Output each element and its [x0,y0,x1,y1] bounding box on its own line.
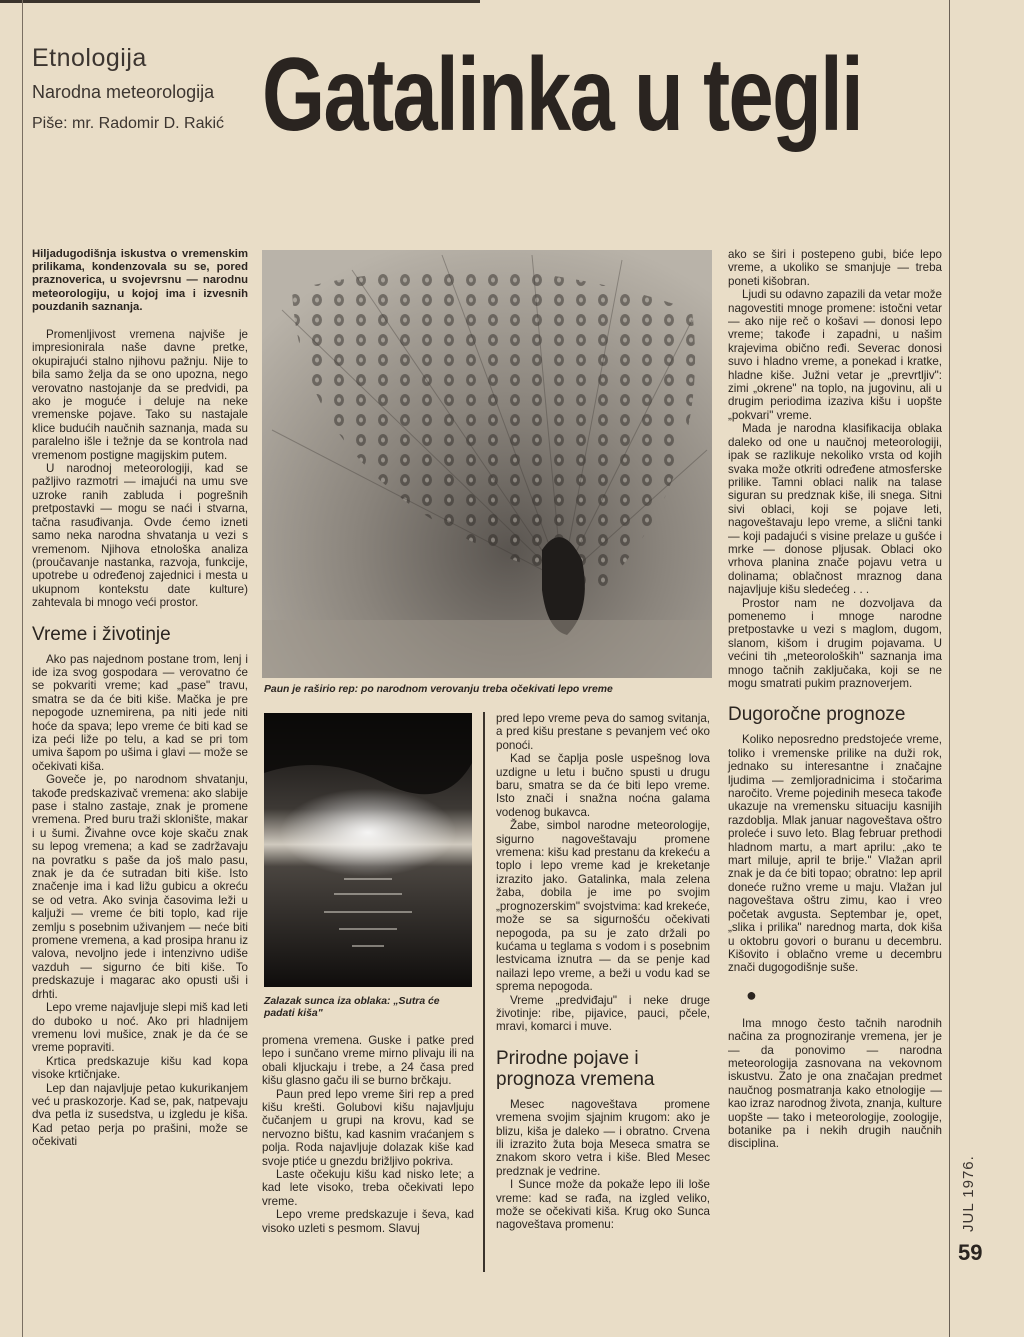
right-rule [949,0,950,1337]
paragraph: Ako pas najednom postane trom, lenj i ide iza svog gospodara — verovatno će se pokvariti vreme; kad „pase" travu, smatra se da će biti kiše. Mačka je pre nepogode uznemirena, pa niti jede niti hoće da spava; lepo vreme će biti kad se iza peći liže po telu, a kad se pri tom umiva šapom po ušima i glavi — može se očekivati kiša. [32,652,248,773]
paragraph: Mada je narodna klasifikacija oblaka daleko od one u naučnoj meteorologiji, ipak se razlikuje nekoliko vrsta od kojih svaka može otkriti određene atmosferske prilike. Tamni oblaci nalik na talase siguran su predznak kiše, ili snega. Sitni sivi oblaci, koji se pojave leti, nagoveštavaju lepo vreme, a slični tanki — koji padajući s visine prelaze u gušće i mrke — donose pljusak. Oblaci oko vrhova planina znače pojavu vetra u dolinama; oblačnost mraznog dana najavljuje kišu sledećeg . . . [728,422,942,597]
paragraph: Mesec nagoveštava promene vremena svojim sjajnim krugom: ako je blizu, kiša je daleko — i obratno. Crvena ili izrazito žuta boja Meseca smatra se znakom skoro vetra i kiše. Bled Mesec predznak je vedrine. [496,1097,710,1178]
left-rule [22,0,23,1337]
article-title: Gatalinka u tegli [262,37,863,153]
paragraph: ako se širi i postepeno gubi, biće lepo vreme, a ukoliko se smanjuje — treba poneti kišobran. [728,248,942,288]
paragraph: Lepo vreme najavljuje slepi miš kad leti do duboko u noć. Ako pri hladnijem vremenu lovi mušice, znak je da će se vreme popraviti. [32,1001,248,1055]
paragraph: Žabe, simbol narodne meteorologije, sigurno nagoveštavaju promene vremena: kišu kad prestanu da krekeću a toplo i lepo vreme kad je kreketanje izrazito jako. Gatalinka, mala zelena žaba, dobila je ime po svojim „prognozerskim" svojstvima: kad krekeće, može se sa sigurnošću očekivati nepogoda, pa su je zato držali po kućama u teglama s vodom i s posebnim lestvicama iznutra — da se penje kad nailazi lepo vreme, a beži u vodu kad se sprema nepogoda. [496,819,710,994]
paragraph: Krtica predskazuje kišu kad kopa visoke krtičnjake. [32,1054,248,1082]
paragraph: pred lepo vreme peva do samog svitanja, a pred kišu prestane s pevanjem već oko ponoći. [496,712,710,752]
section-heading-natural-phenomena: Prirodne pojave i prognoza vremena [496,1047,655,1090]
sunset-caption: Zalazak sunca iza oblaka: „Sutra će padati kiša" [264,996,440,1019]
author-byline: Piše: mr. Radomir D. Rakić [32,115,225,132]
paragraph: Koliko neposredno predstojeće vreme, toliko i vremenske prilike na duži rok, jednako su interesantne i značajne ljudima — zemljoradnicima i stočarima naročito. Vreme pojedinih meseca takođe ukazuje na vremensku situaciju kasnijih razdoblja. Mlak januar nagoveštava oštro proleće i suvo leto. Blag februar prethodi hladnom martu, a mart aprilu: „ako te mart miluje, april te brije." Vlažan april znak je da će biti topao; obratno: lep april doneće ružno vreme u maju. Vlažan jul nagoveštava oštru zimu, kao i vreo početak avgusta. Septembar je, opet, „slika i prilika" narednog marta, dok kiša u oktobru govori o buranu u decembru. Kišovito i oblačno vreme u decembru znači dugogodišnje suše. [728,733,942,975]
paragraph: Paun pred lepo vreme širi rep a pred kišu krešti. Golubovi kišu najavljuju čučanjem u grupi na krovu, kad se nervozno bištu, kad kasnim vraćanjem s polja. Roda najavljuje dolazak kiše kad svoje ptiće u gnezdu brižljivo pokriva. [262,1087,474,1168]
column-3 [496,712,710,1232]
paragraph: Kad se čaplja posle uspešnog lova uzdigne u letu i bučno spusti u drugu baru, smatra se da će biti lepo vreme. Isto znači i snažna noćna galama vodenog bukavca. [496,752,710,819]
section-heading-animals: Vreme i životinje [32,623,171,645]
column-2 [262,1034,474,1235]
column-1 [32,248,248,1149]
column-rule [483,712,485,1272]
sunset-photo [264,713,472,987]
paragraph: Promenljivost vremena najviše je impresionirala naše davne pretke, okupirajući stalno njihovu pažnju. Nije to bila samo želja da se ono upozna, nego verovatno nastojanje da se predvidi, pa ako je moguće i deluje na neke vremenske pojave. Tako su nastajale klice budućih naučnih saznanja, mada su paralelno išle i težnje da se kontrola nad vremenom postigne magijskim putem. [32,328,248,462]
bullet-icon: ● [746,984,757,1005]
paragraph: Lep dan najavljuje petao kukurikanjem već u praskozorje. Kad se, pak, natpevaju dva petla iz susedstva, u izgledu je kiša. Kad petao perja po prašini, može se očekivati [32,1081,248,1149]
column-4 [728,248,942,1151]
paragraph: Ljudi su odavno zapazili da vetar može nagovestiti mnoge promene: istočni vetar — ako nije reč o košavi — donosi lepo vreme; takođe i zapadni, u našim krajevima obično ređi. Severac donosi suvo i hladno vreme, a ponekad i kratke, hladne kiše. Južni vetar je „prevrtljiv": zimi „okrene" na toplo, na jugovinu, ali u drugim periodima izaziva kišu i uopšte „pokvari" vreme. [728,288,942,422]
paragraph: promena vremena. Guske i patke pred lepo i sunčano vreme mirno plivaju ili na obali kljuckaju i trebe, a 24 časa pred kišu glasno gaču ili se burno brčkaju. [262,1034,474,1088]
paragraph: Ima mnogo često tačnih narodnih načina za prognoziranje vremena, jer je — da ponovimo — narodna meteorologija zasnovana na vekovnom iskustvu. Zato je ona značajan predmet naučnog posmatranja kako etnologije — kao izraz narodnog života, znanja, kulture uopšte — tako i meteorologije, zoologije, botanike pa i nekih drugih naučnih disciplina. [728,1016,942,1151]
section-subtitle: Narodna meteorologija [32,82,215,102]
paragraph: U narodnoj meteorologiji, kad se pažljivo razmotri — imajući na umu sve uzroke ranih zabluda i pogrešnih pretpostavki — mogu se naći i stvarna, tačna rasuđivanja. Ovde ćemo izneti samo neka narodna shvatanja u vezi s vremenom. Njihova etnološka analiza (proučavanje nastanka, razvoja, funkcije, upotrebe u određenoj zajednici i mesta u ukupnom kontekstu date kulture) zahtevala bi mnogo veći prostor. [32,462,248,610]
paragraph: I Sunce može da pokaže lepo ili loše vreme: kad se rađa, na izgled veliko, može se očekivati kiša. Krug oko Sunca nagoveštava promenu: [496,1178,710,1232]
peacock-photo [262,250,712,678]
section-kicker: Etnologija [32,44,147,72]
peacock-caption: Paun je raširio rep: po narodnom verovanju treba očekivati lepo vreme [264,684,613,695]
paragraph: Goveče je, po narodnom shvatanju, takođe predskazivač vremena: ako slabije pase i stalno zastaje, znak je promene vremena. Pred buru traži sklonište, makar i u šumi. Živahne ovce koje skaču znak su lepog vremena; a kad se zadržavaju na povratku s paše da još malo pasu, znak je da će sutradan biti kiše. Isto značenje ima i kad ližu gubicu a okreću se od vetra. Ako svinja časovima leži u kaljuži — vreme će biti toplo, kad rije zemlju s posebnim uživanjem — neće biti promene vremena, a kad prosipa hranu iz valova, nevoljno jede i intenzivno udiše vazduh — sigurno će biti kiše. To predskazuje i magarac ako opusti uši i drhti. [32,773,248,1001]
paragraph: Vreme „predviđaju" i neke druge životinje: ribe, pijavice, pauci, pčele, mravi, komarci i muve. [496,993,710,1034]
top-rule [0,0,480,3]
page-number: 59 [958,1240,983,1265]
issue-date: JUL 1976. [960,1155,977,1232]
section-heading-long-term: Dugoročne prognoze [728,704,906,726]
lead-paragraph: Hiljadugodišnja iskustva o vremenskim prilikama, kondenzovala su se, pored praznoverica, u svojevrsnu — narodnu meteorologiju, u kojoj ima i izvesnih pouzdanih saznanja. [32,248,248,313]
paragraph: Laste očekuju kišu kad nisko lete; a kad lete visoko, treba očekivati lepo vreme. [262,1168,474,1208]
paragraph: Lepo vreme predskazuje i ševa, kad visoko uzleti s pesmom. Slavuj [262,1208,474,1235]
paragraph: Prostor nam ne dozvoljava da pomenemo i mnoge narodne pretpostavke u vezi s maglom, dugom, slanom, kišom i drugim pojavama. U većini tih „meteoroloških" saznanja ima mnogo tačnih zaključaka, koji se ne mogu smatrati pukim praznoverjem. [728,596,942,690]
